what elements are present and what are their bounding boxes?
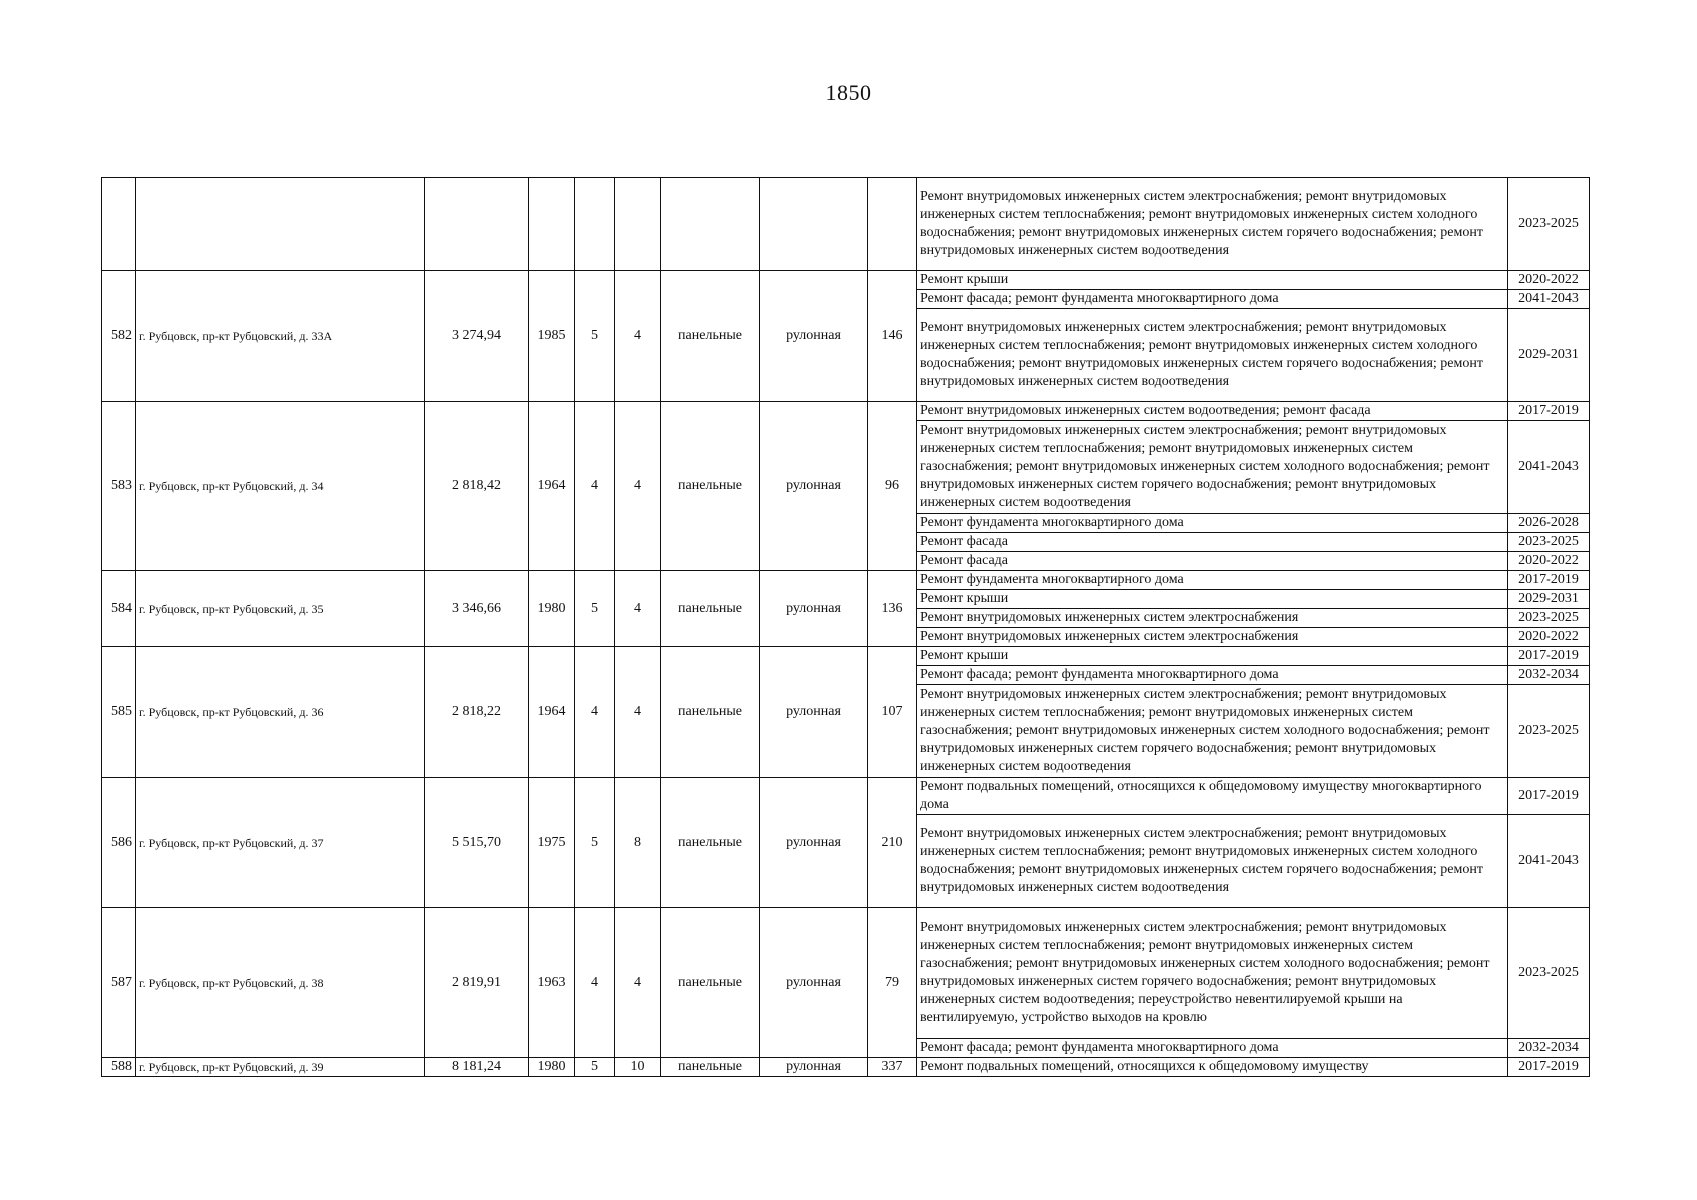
repair-work: Ремонт фасада; ремонт фундамента многоквартирного дома [917,1039,1508,1058]
roof-type: рулонная [760,271,868,402]
repair-period: 2029-2031 [1508,309,1590,402]
floors-count: 4 [575,402,615,571]
repair-work: Ремонт внутридомовых инженерных систем электроснабжения; ремонт внутридомовых инженерных систем теплоснабжения; ремонт внутридомовых инженерных систем холодного водоснабжения; ремонт внутридомовых инженерных систем горячего водоснабжения; ремонт внутридомовых инженерных систем водоотведения [917,178,1508,271]
repair-work: Ремонт внутридомовых инженерных систем электроснабжения; ремонт внутридомовых инженерных систем теплоснабжения; ремонт внутридомовых инженерных систем газоснабжения; ремонт внутридомовых инженерных систем холодного водоснабжения; ремонт внутридомовых инженерных систем горячего водоснабжения; ремонт внутридомовых инженерных систем водоотведения; переустройство невентилируемой крыши на вентилируемую, устройство выходов на кровлю [917,908,1508,1039]
repair-work: Ремонт подвальных помещений, относящихся к общедомовому имуществу [917,1058,1508,1077]
row-number [102,178,136,271]
floors-count [575,178,615,271]
repair-period: 2020-2022 [1508,271,1590,290]
repair-period: 2020-2022 [1508,552,1590,571]
repair-period: 2023-2025 [1508,908,1590,1039]
floors-count: 4 [575,647,615,778]
repair-period: 2017-2019 [1508,647,1590,666]
entrances-count: 4 [615,908,661,1058]
table-row [102,1058,1590,1077]
repair-work: Ремонт фундамента многоквартирного дома [917,514,1508,533]
table-row [102,402,1590,421]
apartments-count: 107 [868,647,917,778]
repair-work: Ремонт внутридомовых инженерных систем электроснабжения [917,628,1508,647]
apartments-count: 96 [868,402,917,571]
row-number: 583 [102,402,136,571]
repair-work: Ремонт фасада [917,533,1508,552]
table-row [102,908,1590,1039]
repair-period: 2041-2043 [1508,815,1590,908]
entrances-count: 8 [615,778,661,908]
apartments-count: 337 [868,1058,917,1077]
house-address: г. Рубцовск, пр-кт Рубцовский, д. 33А [136,271,425,402]
repair-period: 2020-2022 [1508,628,1590,647]
build-year: 1975 [529,778,575,908]
repair-period: 2026-2028 [1508,514,1590,533]
house-address: г. Рубцовск, пр-кт Рубцовский, д. 37 [136,778,425,908]
page-number: 1850 [825,80,872,105]
repair-period: 2017-2019 [1508,778,1590,815]
repair-period: 2023-2025 [1508,533,1590,552]
wall-material: панельные [661,271,760,402]
capital-repair-table [101,177,1590,1077]
row-number: 588 [102,1058,136,1077]
row-number: 585 [102,647,136,778]
repair-period: 2017-2019 [1508,571,1590,590]
apartments-count [868,178,917,271]
repair-work: Ремонт внутридомовых инженерных систем электроснабжения [917,609,1508,628]
repair-period: 2032-2034 [1508,666,1590,685]
build-year: 1985 [529,271,575,402]
roof-type: рулонная [760,402,868,571]
wall-material: панельные [661,402,760,571]
repair-period: 2032-2034 [1508,1039,1590,1058]
repair-work: Ремонт крыши [917,590,1508,609]
build-year: 1964 [529,647,575,778]
repair-work: Ремонт крыши [917,647,1508,666]
table-row [102,271,1590,290]
total-area: 5 515,70 [425,778,529,908]
repair-period: 2023-2025 [1508,609,1590,628]
total-area: 3 274,94 [425,271,529,402]
repair-work: Ремонт фасада [917,552,1508,571]
entrances-count [615,178,661,271]
wall-material: панельные [661,1058,760,1077]
wall-material [661,178,760,271]
total-area: 3 346,66 [425,571,529,647]
repair-work: Ремонт подвальных помещений, относящихся к общедомовому имуществу многоквартирного дома [917,778,1508,815]
house-address: г. Рубцовск, пр-кт Рубцовский, д. 34 [136,402,425,571]
build-year [529,178,575,271]
total-area: 2 818,22 [425,647,529,778]
repair-work: Ремонт крыши [917,271,1508,290]
repair-work: Ремонт внутридомовых инженерных систем электроснабжения; ремонт внутридомовых инженерных систем теплоснабжения; ремонт внутридомовых инженерных систем газоснабжения; ремонт внутридомовых инженерных систем холодного водоснабжения; ремонт внутридомовых инженерных систем горячего водоснабжения; ремонт внутридомовых инженерных систем водоотведения [917,685,1508,778]
floors-count: 5 [575,271,615,402]
roof-type: рулонная [760,647,868,778]
floors-count: 5 [575,778,615,908]
repair-work: Ремонт внутридомовых инженерных систем водоотведения; ремонт фасада [917,402,1508,421]
build-year: 1980 [529,1058,575,1077]
apartments-count: 136 [868,571,917,647]
build-year: 1964 [529,402,575,571]
build-year: 1980 [529,571,575,647]
wall-material: панельные [661,571,760,647]
wall-material: панельные [661,778,760,908]
repair-period: 2041-2043 [1508,421,1590,514]
wall-material: панельные [661,908,760,1058]
repair-period: 2017-2019 [1508,1058,1590,1077]
roof-type: рулонная [760,1058,868,1077]
row-number: 586 [102,778,136,908]
repair-period: 2023-2025 [1508,685,1590,778]
entrances-count: 4 [615,571,661,647]
table-row [102,778,1590,815]
house-address: г. Рубцовск, пр-кт Рубцовский, д. 39 [136,1058,425,1077]
table-row [102,571,1590,590]
row-number: 582 [102,271,136,402]
roof-type: рулонная [760,908,868,1058]
repair-work: Ремонт внутридомовых инженерных систем электроснабжения; ремонт внутридомовых инженерных систем теплоснабжения; ремонт внутридомовых инженерных систем газоснабжения; ремонт внутридомовых инженерных систем холодного водоснабжения; ремонт внутридомовых инженерных систем горячего водоснабжения; ремонт внутридомовых инженерных систем водоотведения [917,421,1508,514]
table-row [102,647,1590,666]
entrances-count: 10 [615,1058,661,1077]
apartments-count: 210 [868,778,917,908]
table-row [102,178,1590,271]
house-address: г. Рубцовск, пр-кт Рубцовский, д. 35 [136,571,425,647]
house-address [136,178,425,271]
wall-material: панельные [661,647,760,778]
entrances-count: 4 [615,647,661,778]
floors-count: 5 [575,571,615,647]
repair-work: Ремонт фундамента многоквартирного дома [917,571,1508,590]
build-year: 1963 [529,908,575,1058]
apartments-count: 79 [868,908,917,1058]
entrances-count: 4 [615,402,661,571]
floors-count: 5 [575,1058,615,1077]
repair-work: Ремонт фасада; ремонт фундамента многоквартирного дома [917,290,1508,309]
house-address: г. Рубцовск, пр-кт Рубцовский, д. 38 [136,908,425,1058]
repair-work: Ремонт внутридомовых инженерных систем электроснабжения; ремонт внутридомовых инженерных систем теплоснабжения; ремонт внутридомовых инженерных систем холодного водоснабжения; ремонт внутридомовых инженерных систем горячего водоснабжения; ремонт внутридомовых инженерных систем водоотведения [917,815,1508,908]
total-area: 2 819,91 [425,908,529,1058]
roof-type [760,178,868,271]
roof-type: рулонная [760,778,868,908]
repair-period: 2017-2019 [1508,402,1590,421]
repair-period: 2029-2031 [1508,590,1590,609]
row-number: 587 [102,908,136,1058]
floors-count: 4 [575,908,615,1058]
repair-period: 2023-2025 [1508,178,1590,271]
roof-type: рулонная [760,571,868,647]
repair-work: Ремонт внутридомовых инженерных систем электроснабжения; ремонт внутридомовых инженерных систем теплоснабжения; ремонт внутридомовых инженерных систем холодного водоснабжения; ремонт внутридомовых инженерных систем горячего водоснабжения; ремонт внутридомовых инженерных систем водоотведения [917,309,1508,402]
total-area: 2 818,42 [425,402,529,571]
house-address: г. Рубцовск, пр-кт Рубцовский, д. 36 [136,647,425,778]
table-body [102,178,1590,1077]
apartments-count: 146 [868,271,917,402]
entrances-count: 4 [615,271,661,402]
total-area: 8 181,24 [425,1058,529,1077]
repair-period: 2041-2043 [1508,290,1590,309]
total-area [425,178,529,271]
repair-work: Ремонт фасада; ремонт фундамента многоквартирного дома [917,666,1508,685]
row-number: 584 [102,571,136,647]
